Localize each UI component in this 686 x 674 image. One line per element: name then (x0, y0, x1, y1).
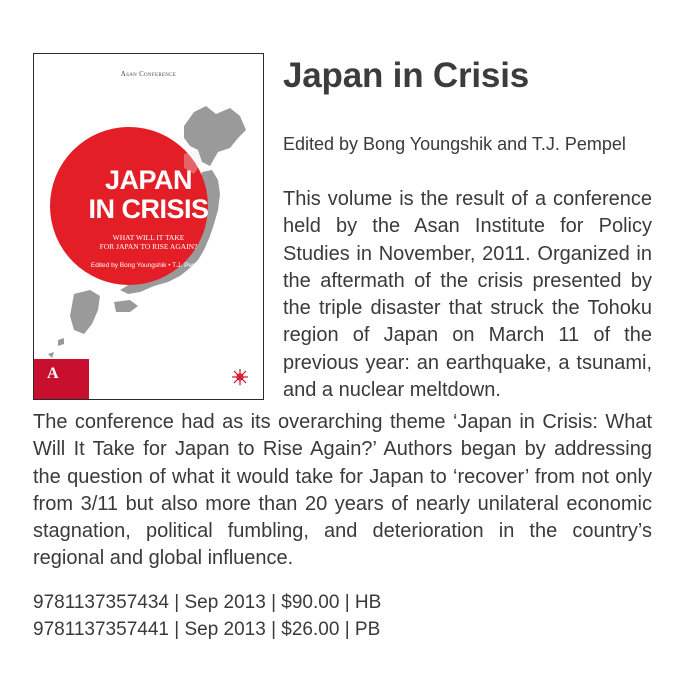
book-description-part2: The conference had as its overarching theme ‘Japan in Crisis: What Will It Take for Japan to Rise Again?’ Authors began by addressing the question of what it would take for Japan to ‘recover’ from not only from 3/11 but also more than 20 years of nearly unilateral economic stagnation, political fumbling, and deterioration in the country’s regional and global influence. (33, 411, 652, 570)
cover-editors: Edited by Bong Youngshik • T.J. Pempel (90, 262, 207, 269)
book-description-part1: This volume is the result of a conference held by the Asan Institute for Policy Studies in November, 2011. Organized in the aftermath of the crisis presented by the triple disaster that struck the Tohoku region of Japan on March 11 of the previous year: an earthquake, a tsunami, and a nuclear meltdown. (283, 188, 652, 402)
cover-title-line1: JAPAN (104, 165, 193, 195)
publisher-a-icon: A (47, 365, 59, 382)
cover-title-line2: IN CRISIS (88, 194, 209, 224)
book-title: Japan in Crisis (283, 56, 529, 95)
cover-subtitle-line1: WHAT WILL IT TAKE (112, 233, 185, 242)
cover-art (34, 54, 264, 400)
cover-subtitle-line2: FOR JAPAN TO RISE AGAIN? (99, 242, 198, 251)
publisher-star-icon (232, 369, 248, 385)
edition-list (33, 589, 381, 643)
book-editors: Edited by Bong Youngshik and T.J. Pempel (283, 134, 626, 154)
edition-item-paperback: 9781137357441 | Sep 2013 | $26.00 | PB (33, 619, 381, 640)
edition-item-hardback: 9781137357434 | Sep 2013 | $90.00 | HB (33, 592, 382, 613)
publisher-logo (34, 359, 89, 399)
book-cover (33, 53, 264, 400)
cover-series-label: Asan Conference (120, 70, 177, 78)
